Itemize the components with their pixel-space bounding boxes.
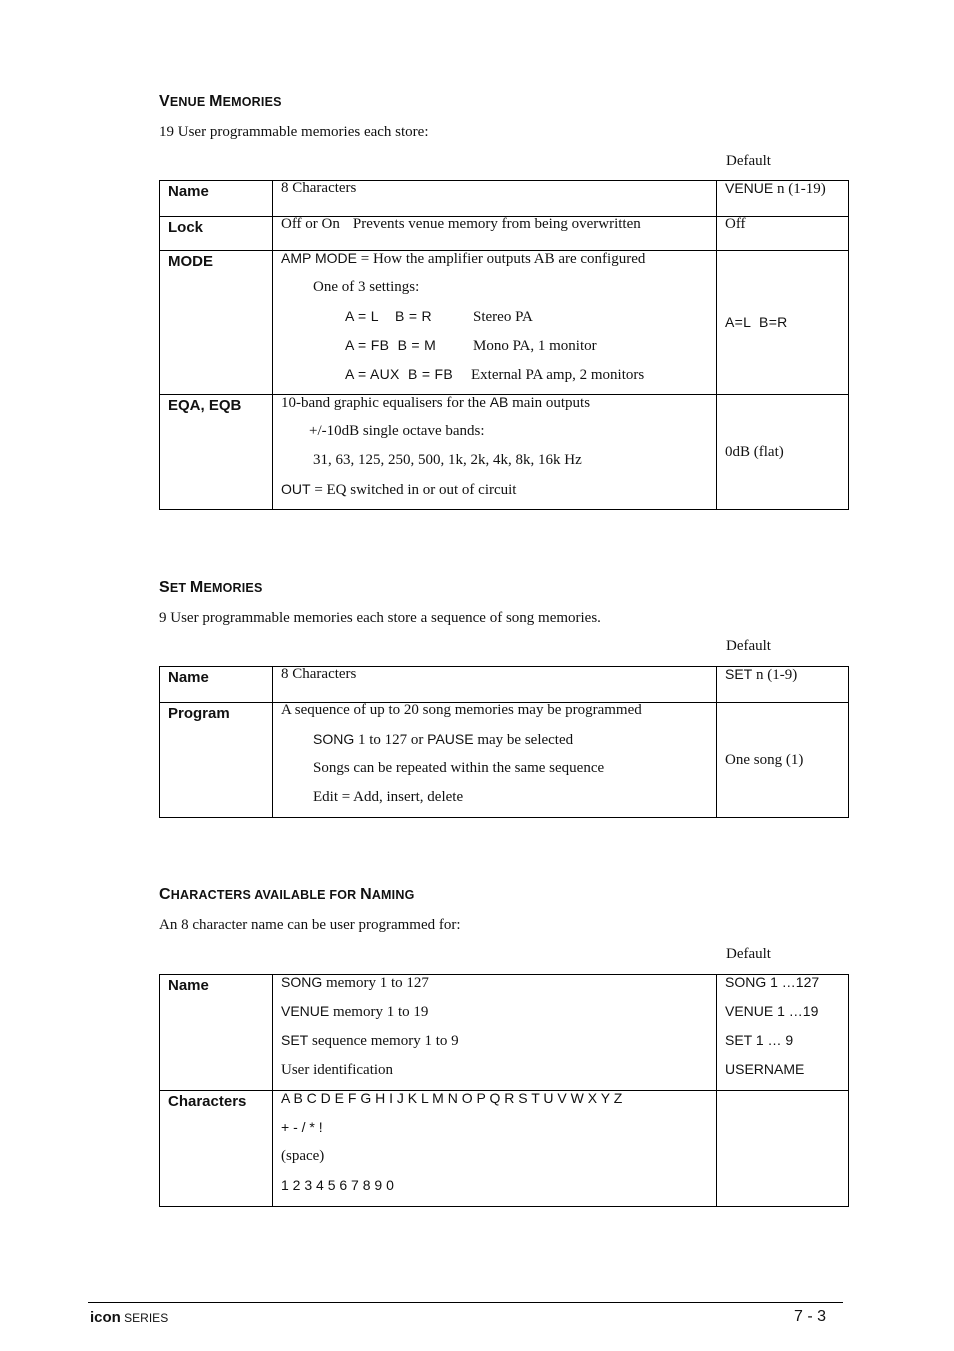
default-column-label: Default	[726, 638, 771, 654]
row-description: VENUE memory 1 to 19	[281, 1003, 429, 1020]
row-default: SET 1 … 9	[725, 1032, 794, 1048]
row-default: SONG 1 …127	[725, 974, 820, 990]
section-heading-characters: CHARACTERS AVAILABLE FOR NAMING	[159, 886, 415, 903]
mode-setting: A = AUX B = FB External PA amp, 2 monitors	[345, 366, 645, 383]
row-description: 8 Characters	[281, 666, 357, 682]
table-row	[160, 1091, 849, 1207]
row-default: A=L B=R	[725, 314, 788, 330]
row-default: VENUE n (1-19)	[725, 180, 826, 197]
row-default: USERNAME	[725, 1061, 805, 1077]
row-description: One of 3 settings:	[313, 279, 420, 295]
page-number: 7 - 3	[794, 1308, 827, 1325]
mode-setting: A = L B = R Stereo PA	[345, 308, 533, 325]
table-row	[160, 703, 849, 818]
row-label: MODE	[168, 253, 213, 270]
character-set: (space)	[281, 1148, 325, 1164]
row-label: Name	[168, 669, 209, 686]
row-description: SONG memory 1 to 127	[281, 974, 429, 991]
character-set: 1 2 3 4 5 6 7 8 9 0	[281, 1177, 394, 1193]
row-description: 10-band graphic equalisers for the AB main outputs	[281, 394, 591, 411]
default-column-label: Default	[726, 946, 771, 962]
footer-divider	[88, 1302, 843, 1303]
row-description: SONG 1 to 127 or PAUSE may be selected	[313, 731, 574, 748]
row-default: VENUE 1 …19	[725, 1003, 819, 1019]
row-label: EQA, EQB	[168, 397, 242, 414]
footer-brand: icon SERIES	[90, 1309, 169, 1326]
row-label: Program	[168, 705, 230, 722]
row-default: 0dB (flat)	[725, 443, 784, 460]
row-default: SET n (1-9)	[725, 666, 798, 683]
section-heading-venue-memories: VENUE MEMORIES	[159, 93, 282, 110]
row-description: +/-10dB single octave bands:	[309, 423, 485, 439]
row-description: Edit = Add, insert, delete	[313, 789, 464, 805]
row-default: Off	[725, 216, 746, 232]
row-description: A sequence of up to 20 song memories may be programmed	[281, 702, 642, 718]
row-label: Name	[168, 183, 209, 200]
row-label: Lock	[168, 219, 204, 236]
character-set: + - / * !	[281, 1119, 323, 1135]
set-memories-table	[159, 666, 849, 818]
section-intro: 19 User programmable memories each store:	[159, 124, 429, 140]
default-column-label: Default	[726, 153, 771, 169]
character-set: A B C D E F G H I J K L M N O P Q R S T U V W X Y Z	[281, 1090, 623, 1106]
naming-characters-table	[159, 974, 849, 1207]
row-description: Off or On Prevents venue memory from being overwritten	[281, 216, 641, 232]
row-description: User identification	[281, 1062, 394, 1078]
venue-memories-table	[159, 180, 849, 510]
section-intro: An 8 character name can be user programmed for:	[159, 917, 461, 933]
row-description: OUT = EQ switched in or out of circuit	[281, 481, 517, 498]
row-default: One song (1)	[725, 751, 804, 768]
row-description: AMP MODE = How the amplifier outputs AB are configured	[281, 250, 646, 267]
table-row	[160, 395, 849, 510]
section-heading-set-memories: SET MEMORIES	[159, 579, 263, 596]
mode-setting: A = FB B = M Mono PA, 1 monitor	[345, 337, 597, 354]
table-row	[160, 251, 849, 395]
row-description: Songs can be repeated within the same sequence	[313, 760, 605, 776]
section-intro: 9 User programmable memories each store a sequence of song memories.	[159, 610, 601, 626]
table-row	[160, 975, 849, 1091]
row-label: Characters	[168, 1093, 247, 1110]
row-description: 31, 63, 125, 250, 500, 1k, 2k, 4k, 8k, 16k Hz	[313, 452, 582, 468]
row-label: Name	[168, 977, 209, 994]
row-description: 8 Characters	[281, 180, 357, 196]
row-description: SET sequence memory 1 to 9	[281, 1032, 459, 1049]
